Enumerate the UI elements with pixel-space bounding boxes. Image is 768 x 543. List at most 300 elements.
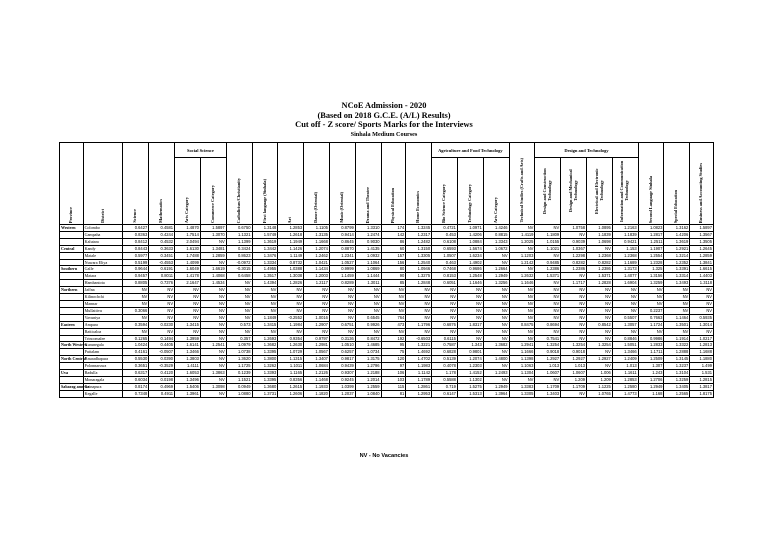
value-cell: 1.3334 (252, 259, 278, 266)
value-cell: NV (149, 307, 175, 314)
value-cell: NV (432, 300, 458, 307)
value-cell: 1.0734 (355, 349, 381, 356)
value-cell: 1.6234 (457, 252, 483, 259)
value-cell: 1.4246 (483, 225, 509, 232)
value-cell: NV (587, 307, 613, 314)
subtitle: Sinhala Medium Courses (350, 130, 418, 138)
value-cell: 0.3594 (123, 321, 149, 328)
value-cell: 1.1063 (509, 363, 535, 370)
value-cell: NV (329, 328, 355, 335)
value-cell: 1.1105 (304, 225, 330, 232)
value-cell: 1.3961 (175, 390, 201, 397)
value-cell: 1.3175 (355, 356, 381, 363)
value-cell: NV (200, 259, 226, 266)
value-cell: 0.4161 (123, 349, 149, 356)
value-cell: 0.0230 (149, 321, 175, 328)
value-cell: 1.2074 (304, 245, 330, 252)
value-cell: 1.3731 (252, 390, 278, 397)
value-cell: 1.1933 (304, 383, 330, 390)
col-header: Information and Communication Technology (612, 158, 638, 225)
value-cell: 1.2853 (612, 376, 638, 383)
table-row (60, 225, 714, 232)
value-cell: 1.1666 (509, 349, 535, 356)
district-cell: Kegalle (83, 390, 123, 397)
value-cell: NV (483, 287, 509, 294)
value-cell: 1.2949 (638, 383, 664, 390)
value-cell: 0.6593 (432, 245, 458, 252)
value-cell: 0.6828 (432, 349, 458, 356)
value-cell: 1.2341 (329, 252, 355, 259)
value-cell: NV (457, 294, 483, 301)
province-cell (60, 349, 84, 356)
value-cell: 0.5588 (432, 376, 458, 383)
district-cell: Batticaloa (83, 328, 123, 335)
value-cell: 1.499 (690, 363, 714, 370)
value-cell: 1.2482 (406, 238, 432, 245)
district-cell: Ampara (83, 321, 123, 328)
value-cell: -0.2552 (278, 314, 304, 321)
col-header: Second Language Sinhala (638, 143, 664, 225)
value-cell: 1.2859 (200, 252, 226, 259)
col-header: Physical Education (381, 143, 406, 225)
value-cell: 1.3162 (664, 225, 690, 232)
value-cell: 75 (381, 349, 406, 356)
value-cell: 1.1149 (278, 252, 304, 259)
value-cell: 1.1849 (252, 314, 278, 321)
value-cell: 0.3066 (123, 307, 149, 314)
value-cell: NV (175, 307, 201, 314)
value-cell: 1.2813 (690, 342, 714, 349)
value-cell: 1.2828 (587, 280, 613, 287)
value-cell: 1.1142 (406, 370, 432, 377)
value-cell: 1.1646 (509, 280, 535, 287)
value-cell: NV (587, 245, 613, 252)
province-cell (60, 294, 84, 301)
value-cell: NV (509, 314, 535, 321)
value-cell: 1.3803 (175, 356, 201, 363)
value-cell: 1.3221 (406, 342, 432, 349)
value-cell: NV (123, 287, 149, 294)
value-cell: 1.4534 (200, 280, 226, 287)
value-cell: 0.7468 (432, 266, 458, 273)
value-cell: NV (252, 287, 278, 294)
col-header: Arts Category (175, 158, 201, 225)
value-cell: 1.3214 (664, 252, 690, 259)
col-header: Technical Studies (Crafts and Arts) (509, 143, 535, 225)
value-cell: 1.0367 (561, 245, 587, 252)
value-cell: 1.4902 (457, 259, 483, 266)
value-cell: 0.6191 (149, 266, 175, 273)
table-row (60, 314, 714, 321)
value-cell: 0.9999 (329, 266, 355, 273)
table-row (60, 370, 714, 377)
value-cell: -0.3529 (149, 363, 175, 370)
col-header: Dance (Oriental) (304, 143, 330, 225)
value-cell: 0.463 (432, 259, 458, 266)
value-cell: 1.2693 (252, 335, 278, 342)
value-cell: 1.0895 (587, 225, 613, 232)
title-block (0, 101, 768, 139)
province-cell: Northern (60, 287, 84, 294)
value-cell: 1.7488 (175, 252, 201, 259)
value-cell: 0.9354 (278, 335, 304, 342)
value-cell: 0.9039 (561, 238, 587, 245)
value-cell: 1.7514 (175, 231, 201, 238)
value-cell: 1.0971 (457, 225, 483, 232)
value-cell: 1.4111 (175, 363, 201, 370)
value-cell: 0.357 (226, 335, 252, 342)
value-cell: 1.1444 (355, 273, 381, 280)
col-header: Electrical and Electronic Technology (587, 158, 613, 225)
value-cell: 0.9797 (304, 335, 330, 342)
value-cell: NV (252, 307, 278, 314)
value-cell: 1.0527 (329, 259, 355, 266)
value-cell: NV (690, 328, 714, 335)
value-cell: 1.3501 (664, 321, 690, 328)
value-cell: 1.2328 (638, 259, 664, 266)
value-cell: 1.4068 (200, 273, 226, 280)
value-cell: 1.2606 (278, 390, 304, 397)
value-cell: 1.4178 (175, 273, 201, 280)
value-cell: 1.2188 (355, 370, 381, 377)
value-cell: 1.8317 (457, 321, 483, 328)
value-cell: NV (587, 314, 613, 321)
value-cell: 1.3259 (664, 376, 690, 383)
value-cell: 0.8282 (587, 259, 613, 266)
value-cell: NV (457, 300, 483, 307)
value-cell: NV (561, 300, 587, 307)
value-cell: 1.0388 (278, 266, 304, 273)
table-row (60, 245, 714, 252)
value-cell: 1.2632 (509, 273, 535, 280)
table-row (60, 376, 714, 383)
value-cell: 1.6619 (200, 266, 226, 273)
value-cell: NV (329, 287, 355, 294)
province-cell (60, 252, 84, 259)
value-cell: 1.1796 (406, 321, 432, 328)
value-cell: 1.3620 (226, 356, 252, 363)
value-cell: 1.1839 (587, 231, 613, 238)
table-row (60, 238, 714, 245)
value-cell: 156 (381, 259, 406, 266)
value-cell: 1.5275 (457, 383, 483, 390)
table-row (60, 294, 714, 301)
value-cell: 1.1321 (226, 231, 252, 238)
value-cell: 142 (381, 231, 406, 238)
value-cell: 1.3305 (406, 252, 432, 259)
table-row (60, 321, 714, 328)
value-cell: 1.2848 (406, 280, 432, 287)
value-cell: 1.0424 (123, 342, 149, 349)
value-cell: 1.2861 (406, 383, 432, 390)
value-cell: 1.1203 (509, 252, 535, 259)
value-cell: 0.0390 (149, 356, 175, 363)
value-cell: 0.3136 (329, 335, 355, 342)
value-cell: 0.1265 (123, 335, 149, 342)
group-header-design-technology: Design and Technology (535, 143, 638, 158)
value-cell: 1.2317 (406, 231, 432, 238)
col-header: Home Economics (406, 143, 432, 225)
value-cell: 0.3451 (149, 252, 175, 259)
value-cell: NV (587, 363, 613, 370)
value-cell: 0.6545 (355, 314, 381, 321)
district-cell: Kalutara (83, 238, 123, 245)
value-cell: 0.7348 (123, 390, 149, 397)
value-cell: 1.2953 (406, 390, 432, 397)
value-cell: NV (123, 294, 149, 301)
value-cell: NV (587, 335, 613, 342)
value-cell: NV (123, 300, 149, 307)
table-row (60, 307, 714, 314)
value-cell: 2.1647 (175, 280, 201, 287)
value-cell: NV (149, 314, 175, 321)
value-cell: 0.6257 (329, 349, 355, 356)
value-cell: 1.1709 (561, 383, 587, 390)
province-cell: North Central (61, 356, 86, 362)
value-cell: NV (406, 307, 432, 314)
value-cell: 1.2949 (483, 383, 509, 390)
value-cell: NV (561, 287, 587, 294)
value-cell: NV (200, 294, 226, 301)
value-cell: 0.0949 (226, 383, 252, 390)
value-cell: NV (432, 328, 458, 335)
value-cell: -0.6503 (406, 335, 432, 342)
value-cell: 1.0672 (483, 245, 509, 252)
value-cell: 1.3680 (252, 383, 278, 390)
value-cell: 1.3011 (355, 280, 381, 287)
value-cell: 1.3104 (664, 370, 690, 377)
value-cell: NV (483, 294, 509, 301)
value-cell: 0.6051 (432, 280, 458, 287)
value-cell: 1.2921 (664, 245, 690, 252)
district-cell: Trincomalee (83, 335, 123, 342)
value-cell: 1.2368 (612, 252, 638, 259)
value-cell: NV (483, 349, 509, 356)
value-cell: 1.5051 (612, 342, 638, 349)
value-cell: 1.1611 (612, 370, 638, 377)
value-cell: 0.8282 (561, 259, 587, 266)
value-cell: 0.6750 (226, 225, 252, 232)
value-cell: 1.3964 (483, 390, 509, 397)
value-cell: 1.1839 (612, 231, 638, 238)
value-cell: 120 (381, 356, 406, 363)
value-cell: NV (355, 307, 381, 314)
value-cell: NV (483, 259, 509, 266)
value-cell: -0.0972 (226, 259, 252, 266)
value-cell: 1.1468 (304, 376, 330, 383)
value-cell: NV (278, 294, 304, 301)
value-cell: 1.5313 (457, 390, 483, 397)
value-cell: 1.2580 (612, 383, 638, 390)
value-cell: NV (304, 307, 330, 314)
value-cell: NV (329, 294, 355, 301)
value-cell: 1.2462 (304, 252, 330, 259)
value-cell: 1.2927 (535, 356, 561, 363)
value-cell: NV (226, 328, 252, 335)
value-cell: NV (690, 300, 714, 307)
value-cell: 1.3466 (612, 349, 638, 356)
value-cell: NV (535, 252, 561, 259)
value-cell: 1.4955 (252, 266, 278, 273)
value-cell: NV (664, 294, 690, 301)
value-cell: NV (226, 280, 252, 287)
value-cell: 90 (381, 273, 406, 280)
value-cell: 1.1717 (561, 280, 587, 287)
province-cell: Southern (60, 266, 84, 273)
value-cell: 0.573 (226, 321, 252, 328)
value-cell: NV (200, 376, 226, 383)
value-cell: 1.1315 (278, 356, 304, 363)
value-cell: NV (535, 280, 561, 287)
district-cell: Anuradhapura (83, 356, 123, 363)
value-cell: 0.7376 (149, 280, 175, 287)
value-cell: 1.1064 (355, 259, 381, 266)
district-cell: Matale (83, 252, 123, 259)
value-cell: 764 (381, 314, 406, 321)
value-cell: 1.2014 (355, 376, 381, 383)
value-cell: 1.1709 (535, 383, 561, 390)
value-cell: 1.2815 (690, 376, 714, 383)
value-cell: 1.5371 (535, 273, 561, 280)
value-cell: 0.8870 (329, 245, 355, 252)
province-cell (60, 300, 84, 307)
value-cell: NV (304, 328, 330, 335)
value-cell: 0.719 (432, 383, 458, 390)
value-cell: NV (304, 300, 330, 307)
value-cell: NV (175, 300, 201, 307)
table-row (60, 280, 714, 287)
value-cell: 1.013 (561, 363, 587, 370)
value-cell: NV (149, 328, 175, 335)
value-cell: NV (612, 307, 638, 314)
table-row (60, 259, 714, 266)
value-cell: NV (304, 287, 330, 294)
value-cell: NV (561, 335, 587, 342)
district-cell: Kurunegala (83, 342, 123, 349)
col-header: Design and Mechanical Technology (561, 158, 587, 225)
value-cell: 1.3800 (252, 356, 278, 363)
value-cell: 1.3493 (664, 280, 690, 287)
value-cell: 1.1809 (535, 231, 561, 238)
value-cell: NV (561, 273, 587, 280)
value-cell: 0.8694 (535, 321, 561, 328)
value-cell: 1.5749 (252, 231, 278, 238)
value-cell: 1.3173 (612, 266, 638, 273)
province-cell (60, 328, 84, 335)
value-cell: NV (509, 307, 535, 314)
value-cell: NV (612, 294, 638, 301)
value-cell: 0.5507 (612, 314, 638, 321)
value-cell: 1.4403 (690, 273, 714, 280)
value-cell: 1.307 (638, 363, 664, 370)
province-cell (60, 231, 84, 238)
value-cell: NV (457, 314, 483, 321)
value-cell: NV (561, 390, 587, 397)
value-cell: 1.2630 (278, 342, 304, 349)
table-row (60, 266, 714, 273)
value-cell: 1.3014 (690, 321, 714, 328)
value-cell: 1.3038 (278, 273, 304, 280)
value-cell: 1.013 (535, 363, 561, 370)
value-cell: 1.209 (561, 376, 587, 383)
value-cell: 0.5977 (123, 252, 149, 259)
value-cell: 1.3314 (664, 273, 690, 280)
title-line-2: (Based on 2018 G.C.E. (A/L) Results) (317, 110, 451, 120)
province-cell (60, 273, 84, 280)
value-cell: NV (690, 287, 714, 294)
value-cell: 1.3481 (200, 245, 226, 252)
value-cell: 1.0684 (304, 363, 330, 370)
value-cell: NV (587, 287, 613, 294)
value-cell: 1.2927 (561, 356, 587, 363)
value-cell: 1.8175 (690, 390, 714, 397)
value-cell: NV (483, 307, 509, 314)
value-cell: NV (638, 300, 664, 307)
value-cell: NV (483, 335, 509, 342)
value-cell: 1.0880 (226, 390, 252, 397)
value-cell: 0.8623 (226, 252, 252, 259)
province-cell (60, 238, 84, 245)
value-cell: 0.8174 (123, 383, 149, 390)
value-cell: NV (381, 294, 406, 301)
value-cell: 0.8846 (612, 335, 638, 342)
value-cell: 1.2888 (664, 349, 690, 356)
district-cell: Colombo (83, 225, 123, 232)
col-header: Music (Oriental) (329, 143, 355, 225)
table-row (60, 335, 714, 342)
value-cell: 1.2493 (483, 370, 509, 377)
value-cell: 0.8799 (329, 225, 355, 232)
value-cell: 0.6034 (123, 376, 149, 383)
value-cell: 1.1646 (457, 280, 483, 287)
value-cell: 1.0607 (535, 370, 561, 377)
value-cell: NV (406, 300, 432, 307)
value-cell: 473 (381, 321, 406, 328)
value-cell: NV (381, 307, 406, 314)
value-cell: NV (664, 300, 690, 307)
value-cell: 0.8645 (329, 238, 355, 245)
value-cell: 1.2303 (457, 363, 483, 370)
value-cell: 1.325 (638, 266, 664, 273)
value-cell: 0.8289 (329, 280, 355, 287)
table-row (60, 252, 714, 259)
value-cell: NV (509, 294, 535, 301)
value-cell: 174 (381, 225, 406, 232)
value-cell: NV (432, 314, 458, 321)
table-row (60, 349, 714, 356)
value-cell: NV (278, 307, 304, 314)
value-cell: NV (200, 390, 226, 397)
value-cell: 1.4870 (175, 225, 201, 232)
value-cell: NV (200, 307, 226, 314)
value-cell: 1.4077 (612, 273, 638, 280)
value-cell: NV (226, 307, 252, 314)
value-cell: -0.4553 (149, 259, 175, 266)
value-cell: NV (278, 328, 304, 335)
value-cell: 0.4581 (149, 225, 175, 232)
value-cell: 1.0155 (535, 238, 561, 245)
value-cell: 0.7663 (638, 314, 664, 321)
value-cell: 0.8412 (123, 238, 149, 245)
value-cell: 60 (381, 245, 406, 252)
value-cell: 1.1021 (535, 245, 561, 252)
value-cell: NV (509, 328, 535, 335)
value-cell: 1.1983 (406, 363, 432, 370)
value-cell: 1.2559 (355, 383, 381, 390)
value-cell: 0.8805 (123, 280, 149, 287)
value-cell: 0.8815 (483, 231, 509, 238)
value-cell: 1.3262 (252, 363, 278, 370)
